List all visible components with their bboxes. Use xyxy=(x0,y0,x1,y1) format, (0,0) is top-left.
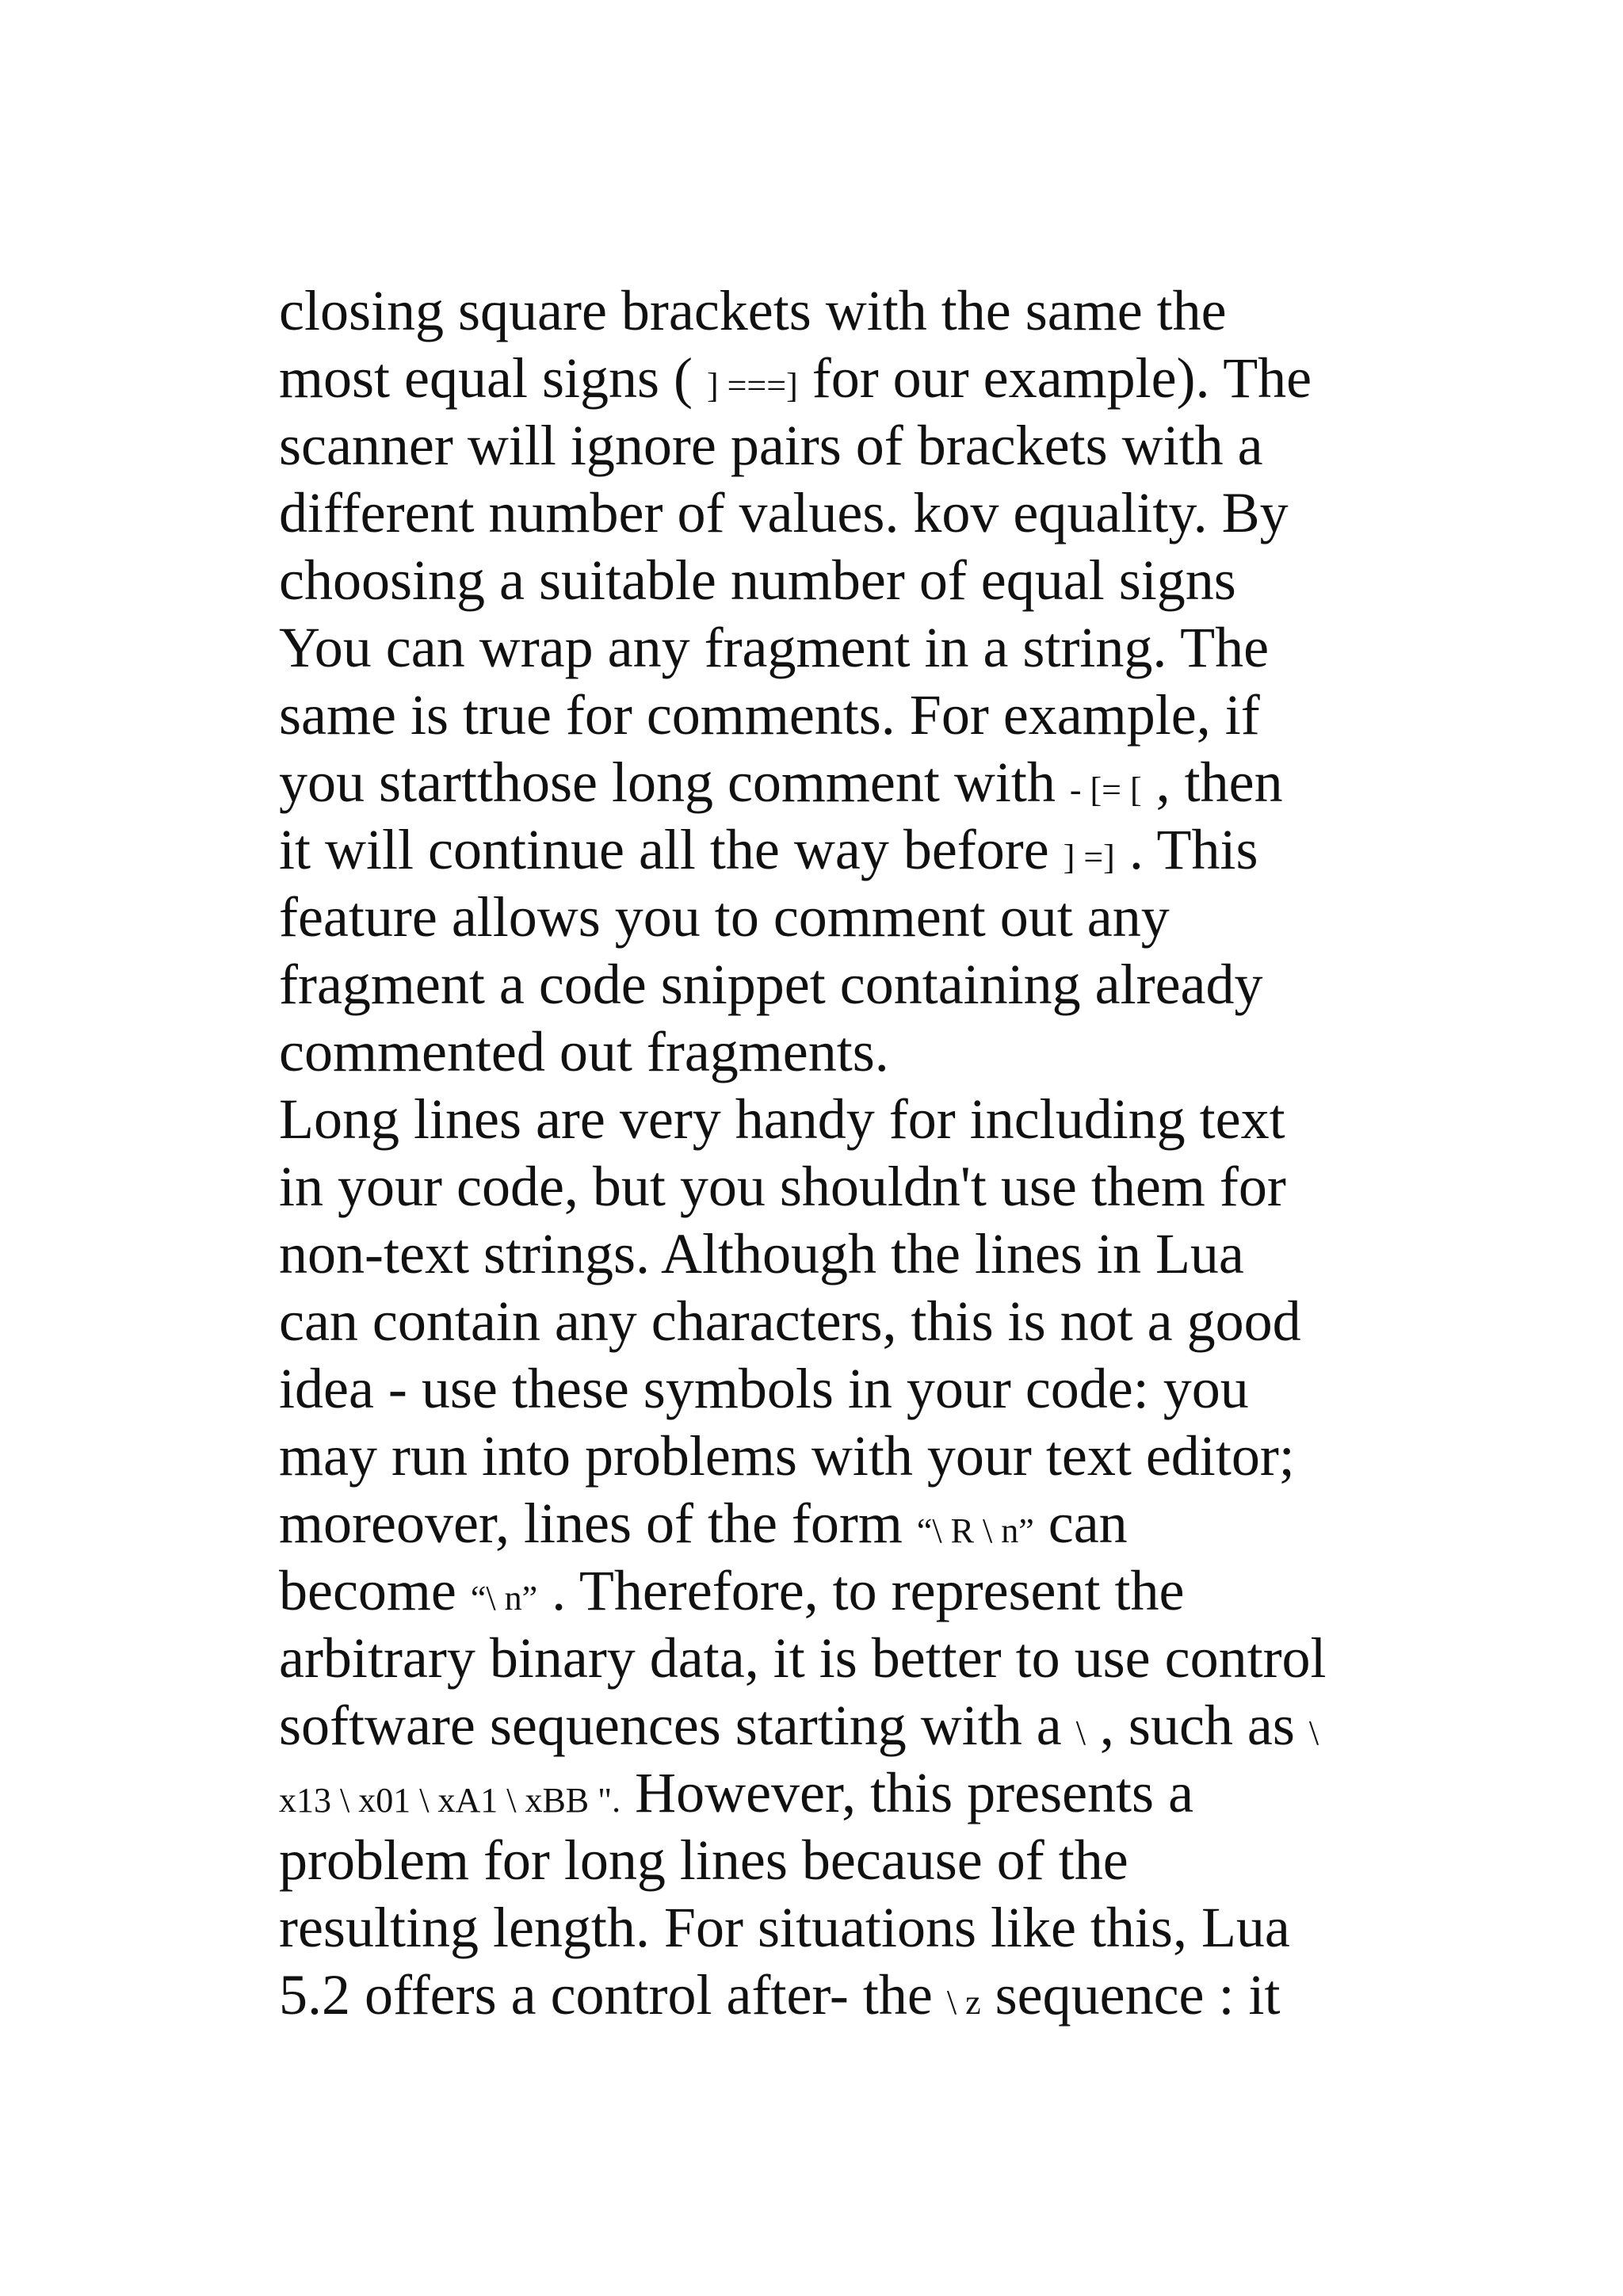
inline-code: \ xyxy=(1075,1713,1086,1752)
text-line xyxy=(279,1894,1388,1962)
text-line xyxy=(279,1827,1388,1894)
text-run: same is true for comments. For example, if xyxy=(279,683,1260,747)
text-run: 5.2 offers a control after- the xyxy=(279,1963,947,2027)
text-line xyxy=(279,1962,1388,2029)
text-line xyxy=(279,1153,1388,1221)
inline-code: \ xyxy=(1308,1713,1319,1752)
inline-code: - [= [ xyxy=(1069,770,1142,809)
text-run: scanner will ignore pairs of brackets with a xyxy=(279,414,1263,477)
text-line xyxy=(279,614,1388,682)
text-run: idea - use these symbols in your code: you xyxy=(279,1357,1249,1420)
text-run: it will continue all the way before xyxy=(279,818,1064,881)
text-run: resulting length. For situations like this, Lua xyxy=(279,1896,1290,1959)
body-text xyxy=(279,277,1388,2029)
text-line xyxy=(279,1692,1388,1759)
text-run: may run into problems with your text editor; xyxy=(279,1424,1295,1488)
text-run: different number of values. kov equality. By xyxy=(279,481,1289,544)
text-line xyxy=(279,1625,1388,1692)
text-line xyxy=(279,412,1388,479)
text-run: can xyxy=(1033,1492,1128,1555)
text-run: sequence : it xyxy=(980,1963,1281,2027)
text-run: can contain any characters, this is not a good xyxy=(279,1289,1301,1353)
inline-code: x13 \ x01 \ xA1 \ xBB ". xyxy=(279,1781,621,1820)
text-run: arbitrary binary data, it is better to use control xyxy=(279,1626,1327,1690)
text-run: feature allows you to comment out any xyxy=(279,885,1170,949)
text-run: software sequences starting with a xyxy=(279,1694,1076,1757)
text-line xyxy=(279,1086,1388,1153)
text-run: However, this presents a xyxy=(621,1761,1194,1824)
text-run: in your code, but you shouldn't use them for xyxy=(279,1155,1286,1218)
text-run: non-text strings. Although the lines in Lua xyxy=(279,1222,1244,1286)
text-line xyxy=(279,1423,1388,1490)
text-run: commented out fragments. xyxy=(279,1020,889,1083)
text-line xyxy=(279,345,1388,412)
inline-code: ] =] xyxy=(1063,838,1115,877)
inline-code: “\ R \ n” xyxy=(916,1511,1034,1550)
text-run: , such as xyxy=(1085,1694,1309,1757)
text-line xyxy=(279,1759,1388,1827)
text-run: . Therefore, to represent the xyxy=(537,1559,1185,1622)
text-run: You can wrap any fragment in a string. The xyxy=(279,616,1270,679)
text-run: fragment a code snippet containing already xyxy=(279,953,1263,1016)
text-line xyxy=(279,1018,1388,1086)
text-run: problem for long lines because of the xyxy=(279,1828,1128,1892)
text-run: for our example). The xyxy=(797,346,1312,410)
text-line xyxy=(279,951,1388,1018)
text-run: . This xyxy=(1114,818,1258,881)
text-run: become xyxy=(279,1559,471,1622)
inline-code: “\ n” xyxy=(470,1579,538,1618)
text-run: closing square brackets with the same the xyxy=(279,279,1227,342)
text-line xyxy=(279,749,1388,816)
text-run: you startthose long comment with xyxy=(279,751,1070,814)
inline-code: \ z xyxy=(946,1983,981,2022)
text-line xyxy=(279,1557,1388,1625)
text-line xyxy=(279,479,1388,547)
text-run: choosing a suitable number of equal signs xyxy=(279,548,1236,612)
text-run: most equal signs ( xyxy=(279,346,707,410)
text-line xyxy=(279,682,1388,749)
text-run: moreover, lines of the form xyxy=(279,1492,917,1555)
text-line xyxy=(279,884,1388,951)
text-line xyxy=(279,547,1388,614)
text-line xyxy=(279,1355,1388,1423)
text-line xyxy=(279,816,1388,884)
text-line xyxy=(279,1288,1388,1355)
text-line xyxy=(279,277,1388,345)
text-line xyxy=(279,1490,1388,1557)
text-run: , then xyxy=(1141,751,1283,814)
inline-code: ] ===] xyxy=(706,366,798,405)
text-line xyxy=(279,1221,1388,1288)
text-run: Long lines are very handy for including text xyxy=(279,1087,1285,1151)
